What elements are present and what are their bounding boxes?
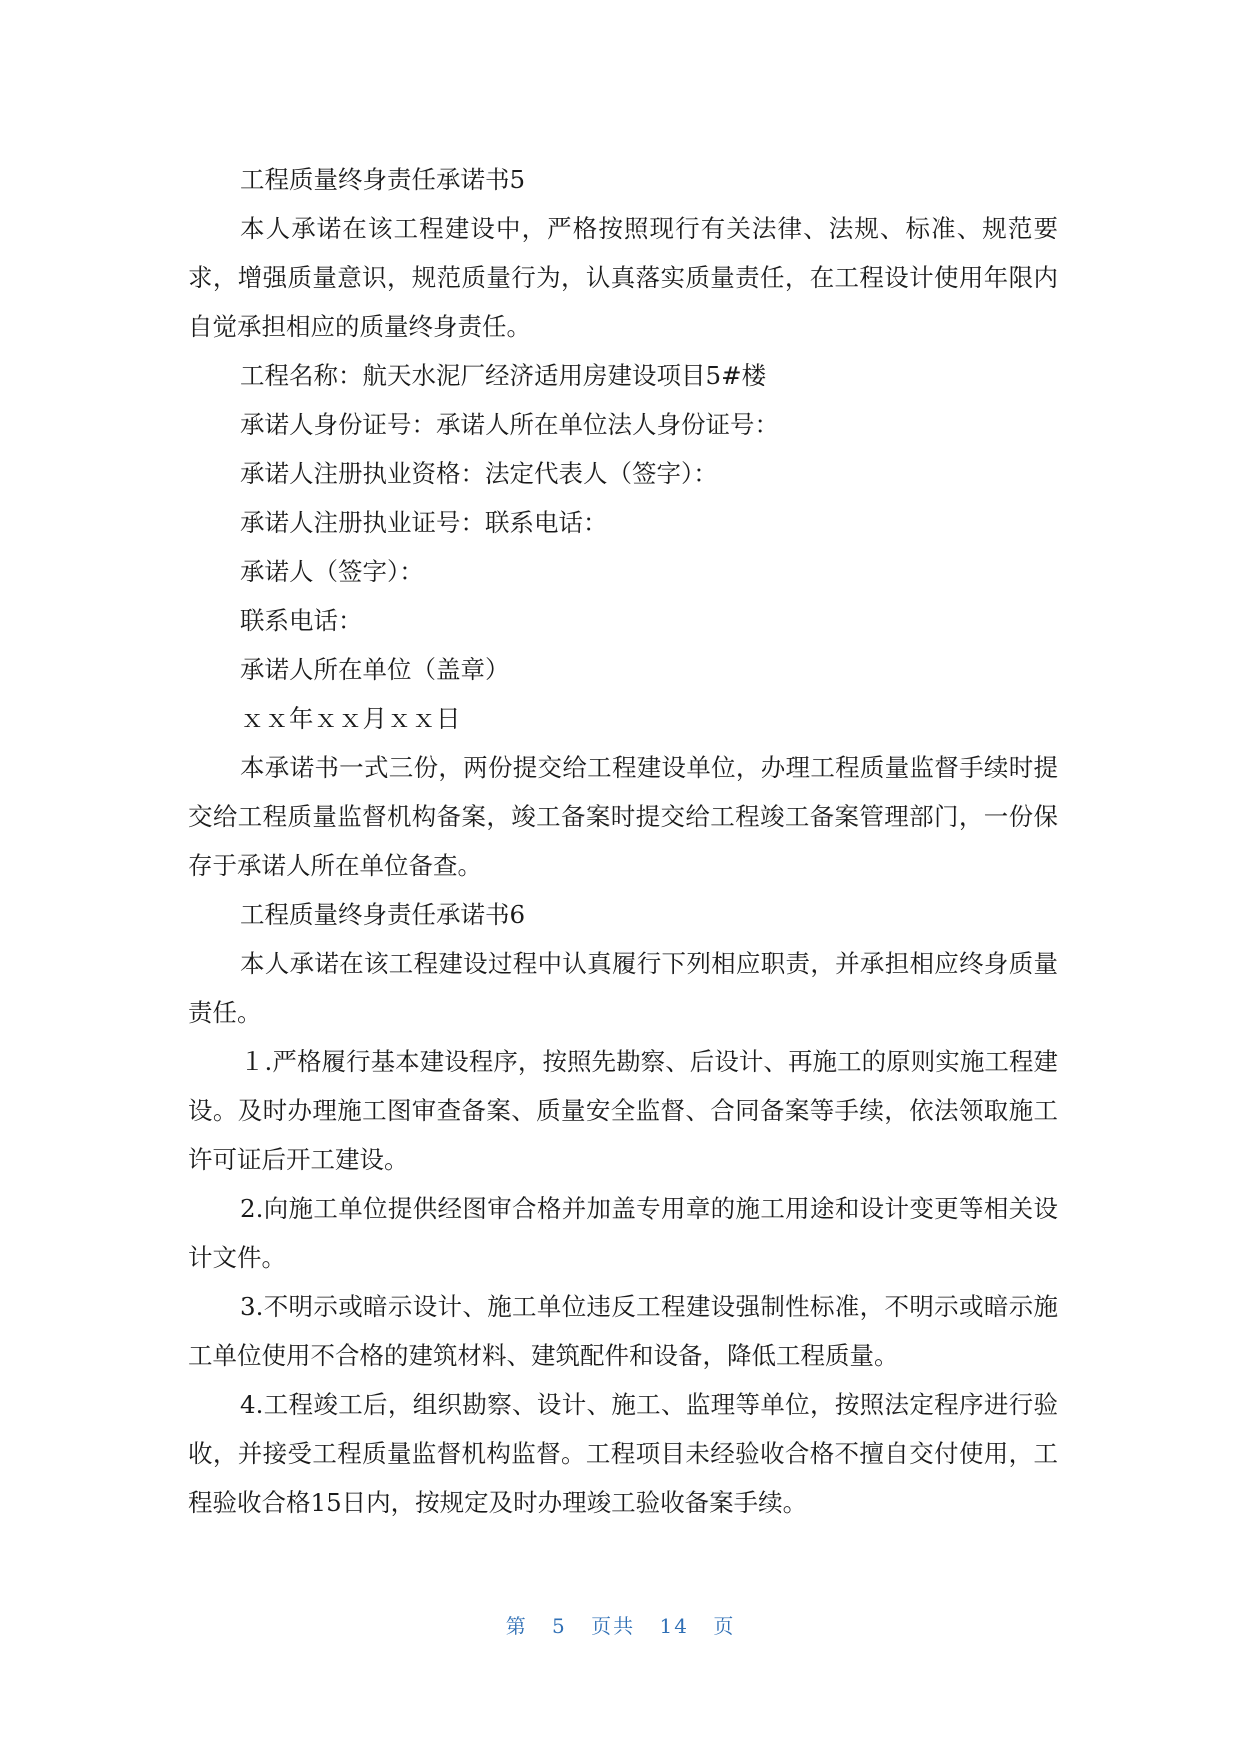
- footer-suffix: 页: [713, 1614, 736, 1638]
- id-number-line: 承诺人身份证号：承诺人所在单位法人身份证号：: [240, 410, 779, 439]
- commitment-paragraph: 本人承诺在该工程建设中，严格按照现行有关法律、法规、标准、规范要求，增强质量意识，规范质量行为，认真落实质量责任，在工程设计使用年限内自觉承担相应的质量终身责任。: [188, 214, 1058, 341]
- seal-line: 承诺人所在单位（盖章）: [240, 655, 510, 684]
- list-item-3: 3.不明示或暗示设计、施工单位违反工程建设强制性标准，不明示或暗示施工单位使用不合格的建筑材料、建筑配件和设备，降低工程质量。: [188, 1292, 1058, 1370]
- page-footer: [0, 1610, 1241, 1639]
- footer-total-pages: 14: [659, 1614, 689, 1638]
- footer-middle: 页共: [591, 1614, 636, 1638]
- project-name-line: 工程名称：航天水泥厂经济适用房建设项目5#楼: [240, 361, 767, 390]
- list-item-1: １.严格履行基本建设程序，按照先勘察、后设计、再施工的原则实施工程建设。及时办理施工图审查备案、质量安全监督、合同备案等手续，依法领取施工许可证后开工建设。: [188, 1047, 1058, 1174]
- list-item-4: 4.工程竣工后，组织勘察、设计、施工、监理等单位，按照法定程序进行验收，并接受工程质量监督机构监督。工程项目未经验收合格不擅自交付使用，工程验收合格15日内，按规定及时办理竣工验收备案手续。: [188, 1390, 1058, 1517]
- section-title-6: 工程质量终身责任承诺书6: [240, 900, 526, 929]
- commitment-paragraph-6: 本人承诺在该工程建设过程中认真履行下列相应职责，并承担相应终身质量责任。: [188, 949, 1058, 1027]
- list-item-2: 2.向施工单位提供经图审合格并加盖专用章的施工用途和设计变更等相关设计文件。: [188, 1194, 1058, 1272]
- qualification-line: 承诺人注册执业资格：法定代表人（签字）：: [240, 459, 718, 488]
- footer-page-number: 5: [552, 1614, 567, 1638]
- phone-line: 联系电话：: [240, 606, 363, 635]
- date-line: ｘｘ年ｘｘ月ｘｘ日: [240, 704, 461, 733]
- copies-paragraph: 本承诺书一式三份，两份提交给工程建设单位，办理工程质量监督手续时提交给工程质量监督机构备案，竣工备案时提交给工程竣工备案管理部门，一份保存于承诺人所在单位备查。: [188, 753, 1058, 880]
- document-body: [188, 155, 1058, 1527]
- license-line: 承诺人注册执业证号：联系电话：: [240, 508, 608, 537]
- signature-line: 承诺人（签字）：: [240, 557, 424, 586]
- footer-prefix: 第: [505, 1614, 528, 1638]
- section-title-5: 工程质量终身责任承诺书5: [240, 165, 526, 194]
